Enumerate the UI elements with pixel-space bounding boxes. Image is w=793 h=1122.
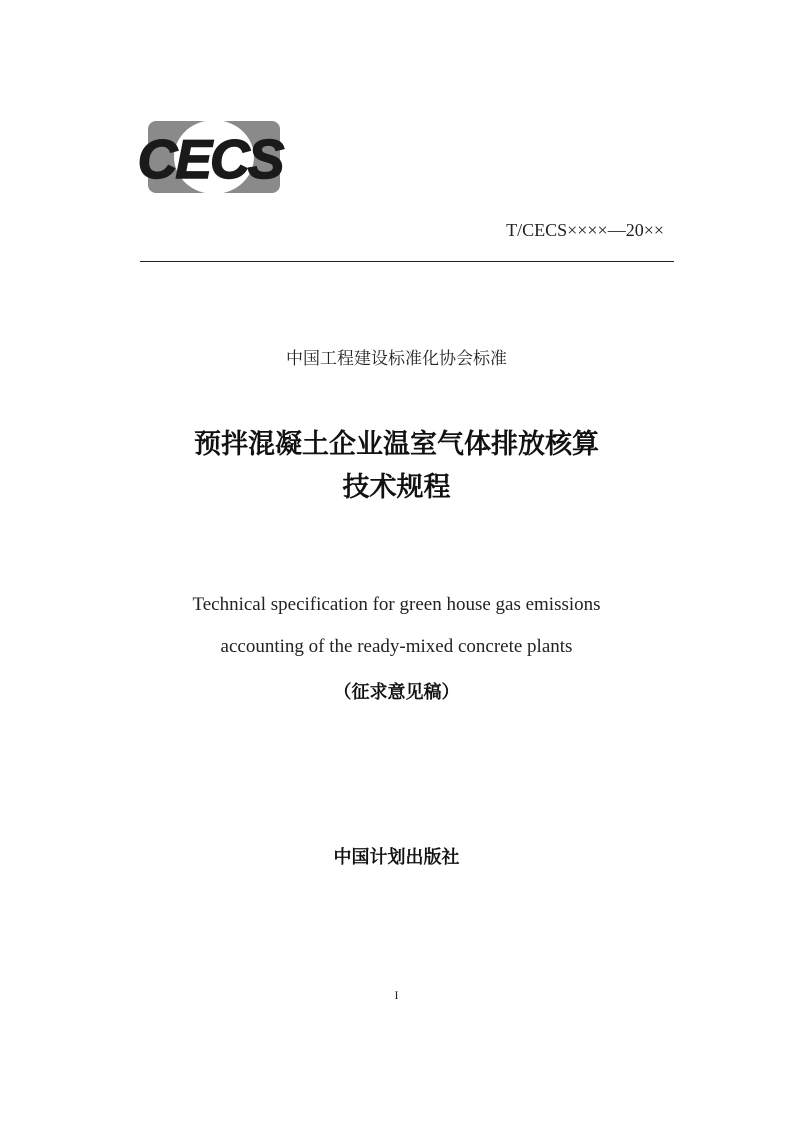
english-title-line-2: accounting of the ready-mixed concrete plants	[220, 636, 573, 657]
cecs-logo	[135, 118, 285, 196]
cecs-logo-graphic	[135, 118, 285, 196]
page-number: I	[394, 988, 399, 1002]
chinese-title-line-2: 技术规程	[342, 472, 451, 503]
organization-standard-label: 中国工程建设标准化协会标准	[286, 349, 507, 369]
header-divider	[140, 261, 674, 262]
english-title-line-1: Technical specification for green house gas emissions	[192, 594, 601, 615]
publisher-name: 中国计划出版社	[333, 847, 460, 868]
draft-status: （征求意见稿）	[333, 682, 460, 703]
logo-text: CECS	[137, 128, 283, 190]
chinese-title-line-1: 预拌混凝土企业温室气体排放核算	[194, 429, 599, 460]
standard-number: T/CECS××××—20××	[506, 220, 664, 240]
